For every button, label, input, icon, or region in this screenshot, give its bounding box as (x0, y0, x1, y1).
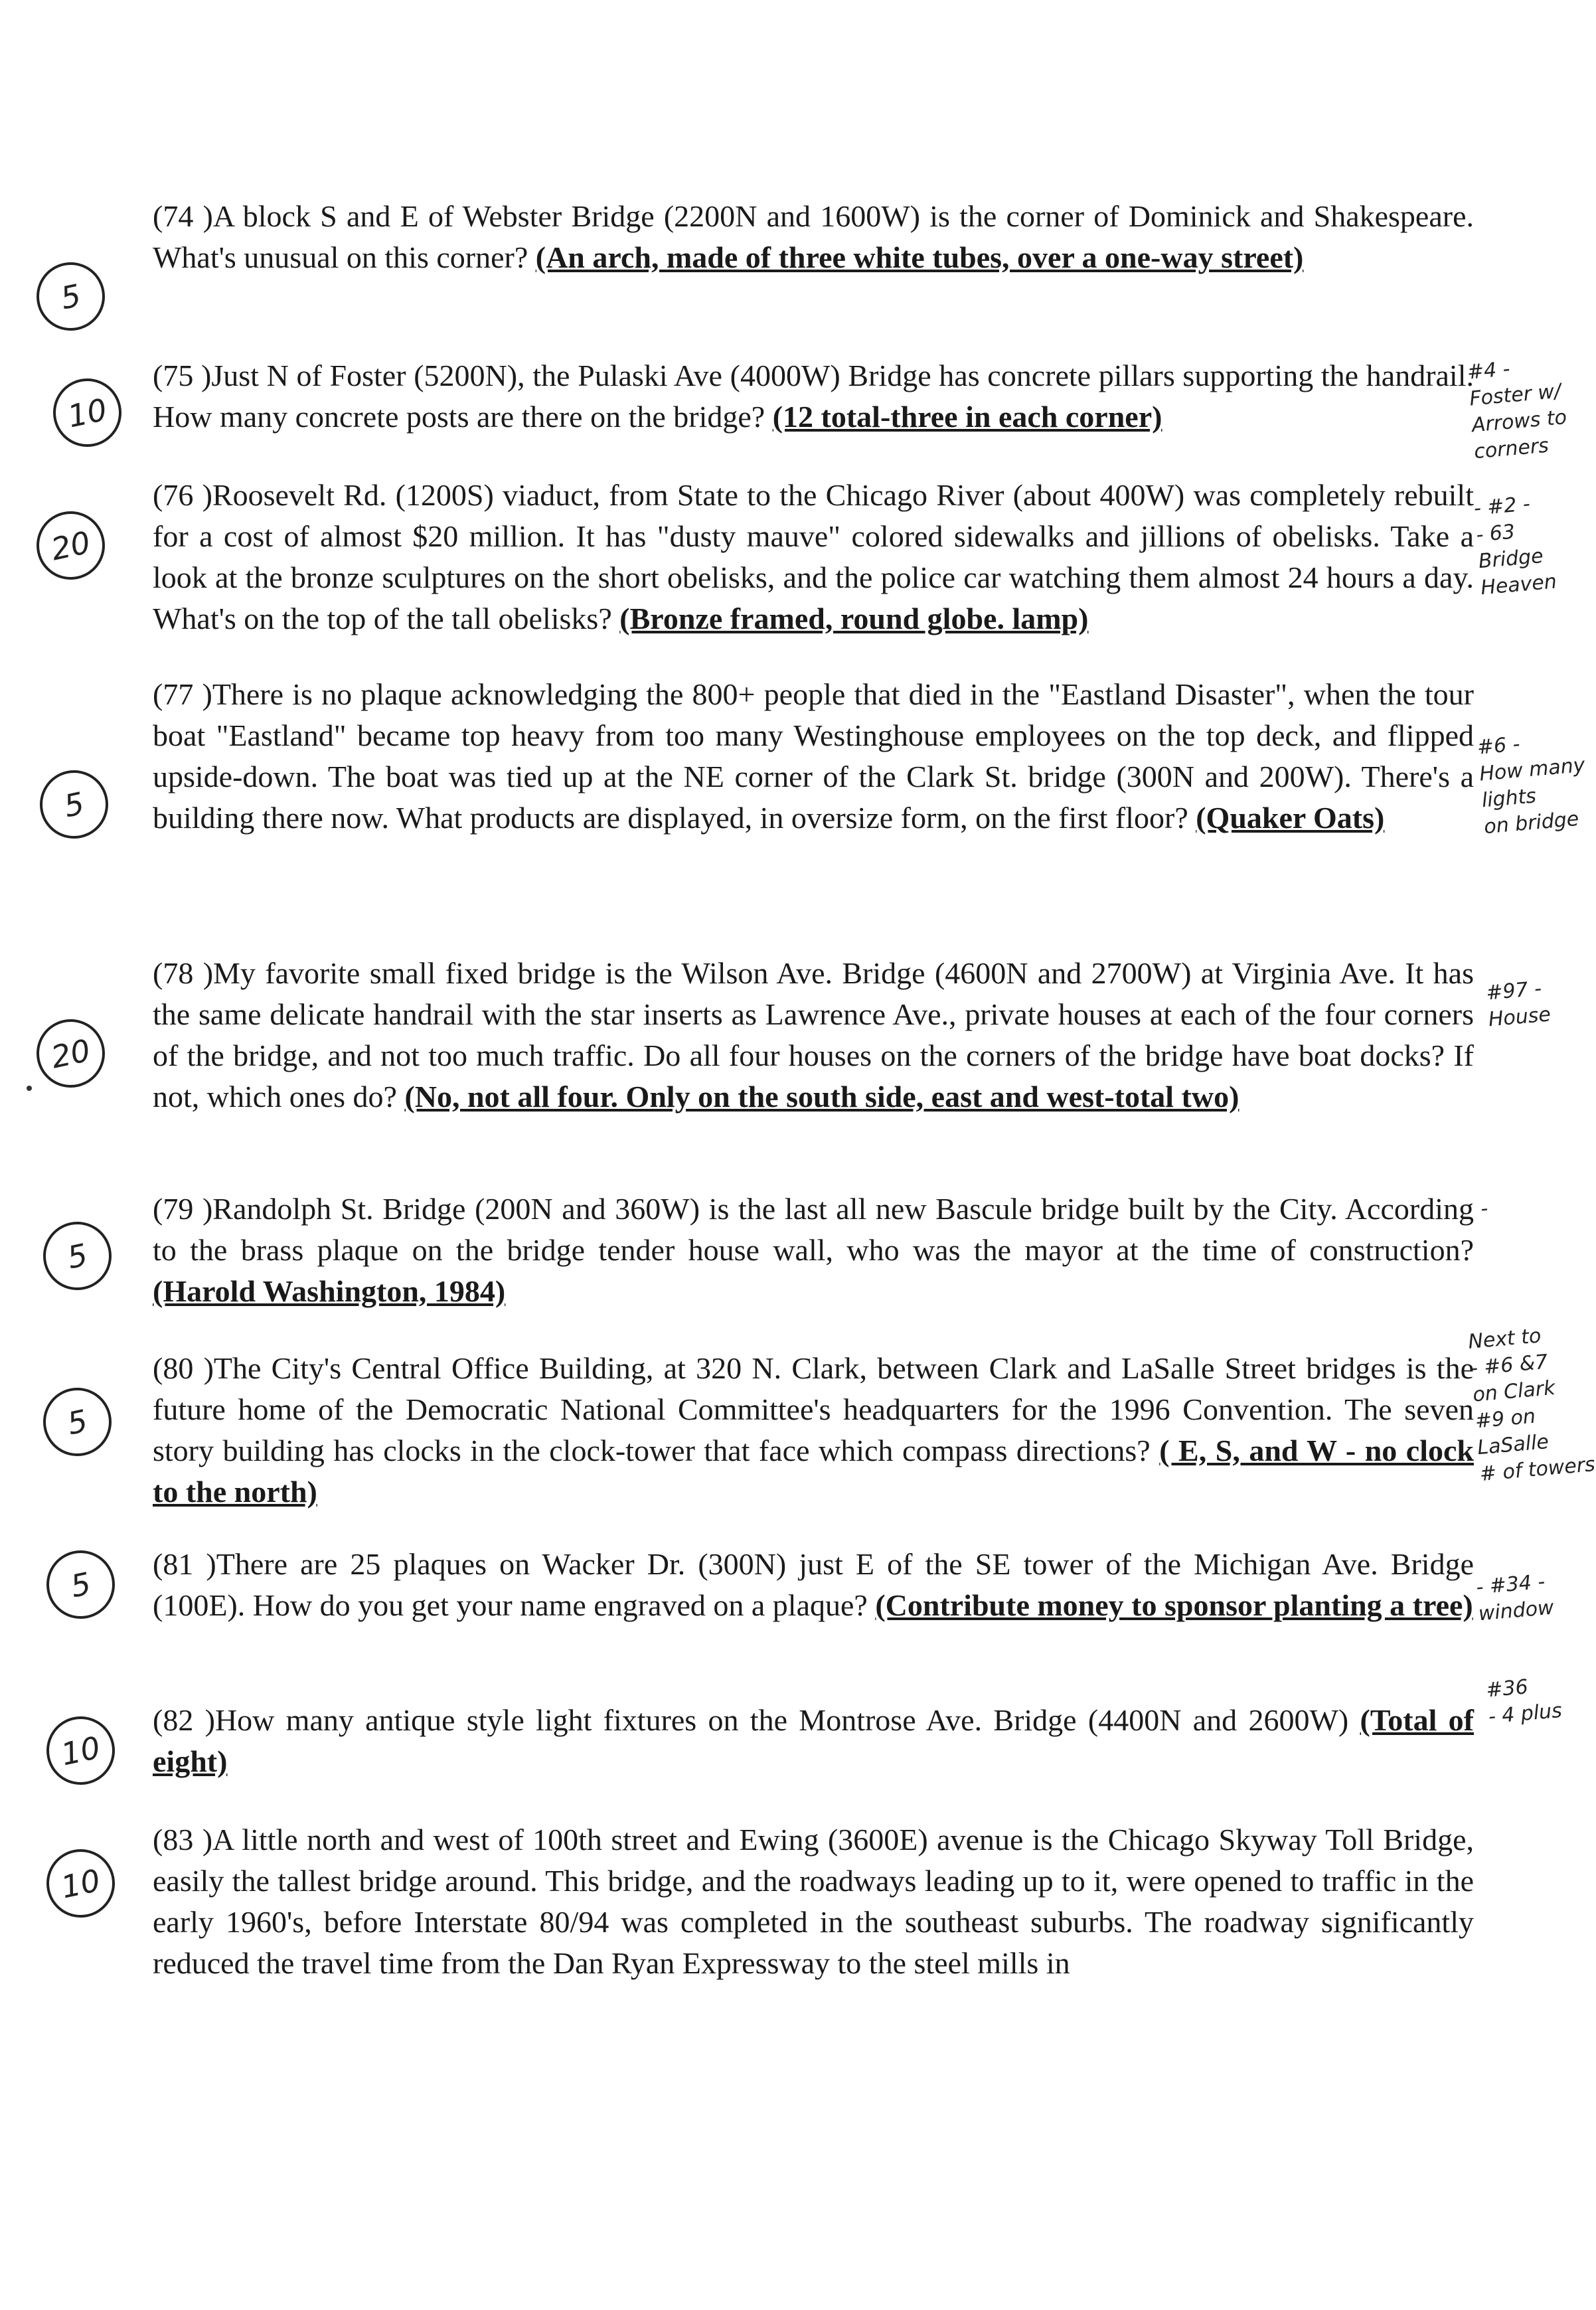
question-83: (83 )A little north and west of 100th street and Ewing (3600E) avenue is the Chicago Skyway Toll Bridge, easily the tallest bridge around. This bridge, and the roadways leading up to it, were opened to traffic in the early 1960's, before Interstate 80/94 was completed in the southeast suburbs. The roadway significantly reduced the travel time from the Dan Ryan Expressway to the steel mills in (153, 1823, 1474, 1980)
answer-78: (No, not all four. Only on the south side, east and west-total two) (404, 1080, 1239, 1114)
score-circle-77: 5 (33, 764, 114, 845)
question-76: (76 )Roosevelt Rd. (1200S) viaduct, from State to the Chicago River (about 400W) was completely rebuilt for a cost of almost $20 million. It has "dusty mauve" colored sidewalks and jillions of obelisks. Take a look at the bronze sculptures on the short obelisks, and the police car watching them almost 24 hours a day. What's on the top of the tall obelisks? (Bronze framed, round globe. lamp) (153, 478, 1474, 635)
margin-note-80: Next to - #6 &7 on Clark #9 on LaSalle # of towers (1467, 1324, 1596, 1487)
answer-81: (Contribute money to sponsor planting a tree) (875, 1588, 1473, 1622)
margin-note-76: - #2 - - 63 Bridge Heaven (1473, 492, 1558, 600)
score-circle-83: 10 (40, 1843, 121, 1924)
question-81: (81 )There are 25 plaques on Wacker Dr. (300N) just E of the SE tower of the Michigan Ave. Bridge (100E). How do you get your name engraved on a plaque? (Contribute money to sponsor planting a tree) (153, 1547, 1475, 1622)
score-circle-81: 5 (40, 1544, 121, 1625)
score-circle-79: 5 (37, 1215, 118, 1296)
question-82: (82 )How many antique style light fixtures on the Montrose Ave. Bridge (4400N and 2600W) (Total of eight) (153, 1703, 1474, 1778)
answer-74: (An arch, made of three white tubes, over a one-way street) (535, 240, 1304, 274)
margin-note-75: #4 - Foster w/ Arrows to corners (1466, 357, 1568, 464)
score-circle-75: 10 (46, 372, 127, 453)
score-circle-82: 10 (40, 1710, 121, 1791)
question-74: (74 )A block S and E of Webster Bridge (2200N and 1600W) is the corner of Dominick and Shakespeare. What's unusual on this corner? (An arch, made of three white tubes, over a one-way street) (153, 199, 1474, 274)
score-circle-76: 20 (30, 505, 111, 586)
answer-82: (Total of eight) (153, 1703, 1474, 1778)
score-circle-74: 5 (30, 256, 111, 337)
question-78: (78 )My favorite small fixed bridge is the Wilson Ave. Bridge (4600N and 2700W) at Virginia Ave. It has the same delicate handrail with the star inserts as Lawrence Ave., private houses at each of the four corners of the bridge, and not too much traffic. Do all four houses on the corners of the bridge have boat docks? If not, which ones do? (No, not all four. Only on the south side, east and west-total two) (153, 956, 1475, 1114)
answer-76: (Bronze framed, round globe. lamp) (619, 602, 1089, 635)
score-circle-78: 20 (30, 1013, 111, 1094)
score-circle-80: 5 (37, 1381, 118, 1462)
stray-mark (27, 1086, 32, 1091)
question-77: (77 )There is no plaque acknowledging the 800+ people that died in the "Eastland Disaster", when the tour boat "Eastland" became top heavy from too many Westinghouse employees on the top deck, and flipped upside-down. The boat was tied up at the NE corner of the Clark St. bridge (300N and 200W). There's a building there now. What products are displayed, in oversize form, on the first floor? (Quaker Oats) (153, 677, 1475, 835)
question-75: (75 )Just N of Foster (5200N), the Pulaski Ave (4000W) Bridge has concrete pillars supporting the handrail. How many concrete posts are there on the bridge? (12 total-three in each corner) (153, 359, 1474, 434)
margin-note-82: #36 - 4 plus (1484, 1675, 1563, 1729)
question-79: (79 )Randolph St. Bridge (200N and 360W) is the last all new Bascule bridge built by the City. According to the brass plaque on the bridge tender house wall, who was the mayor at the time of construction? (Harold Washington, 1984) (153, 1192, 1474, 1308)
question-80: (80 )The City's Central Office Building, at 320 N. Clark, between Clark and LaSalle Street bridges is the future home of the Democratic National Committee's headquarters for the 1996 Convention. The seven story building has clocks in the clock-tower that face which compass directions? ( E, S, and W - no clock to the north) (153, 1351, 1474, 1509)
margin-note-79: - (1479, 1196, 1489, 1221)
answer-80: ( E, S, and W - no clock to the north) (153, 1434, 1474, 1509)
margin-note-81: - #34 - window (1475, 1570, 1555, 1626)
answer-79: (Harold Washington, 1984) (153, 1274, 506, 1308)
margin-note-77: #6 - How many lights on bridge (1476, 732, 1586, 839)
answer-77: (Quaker Oats) (1196, 801, 1385, 835)
answer-75: (12 total-three in each corner) (772, 400, 1162, 434)
margin-note-78: #97 - House (1484, 977, 1552, 1032)
